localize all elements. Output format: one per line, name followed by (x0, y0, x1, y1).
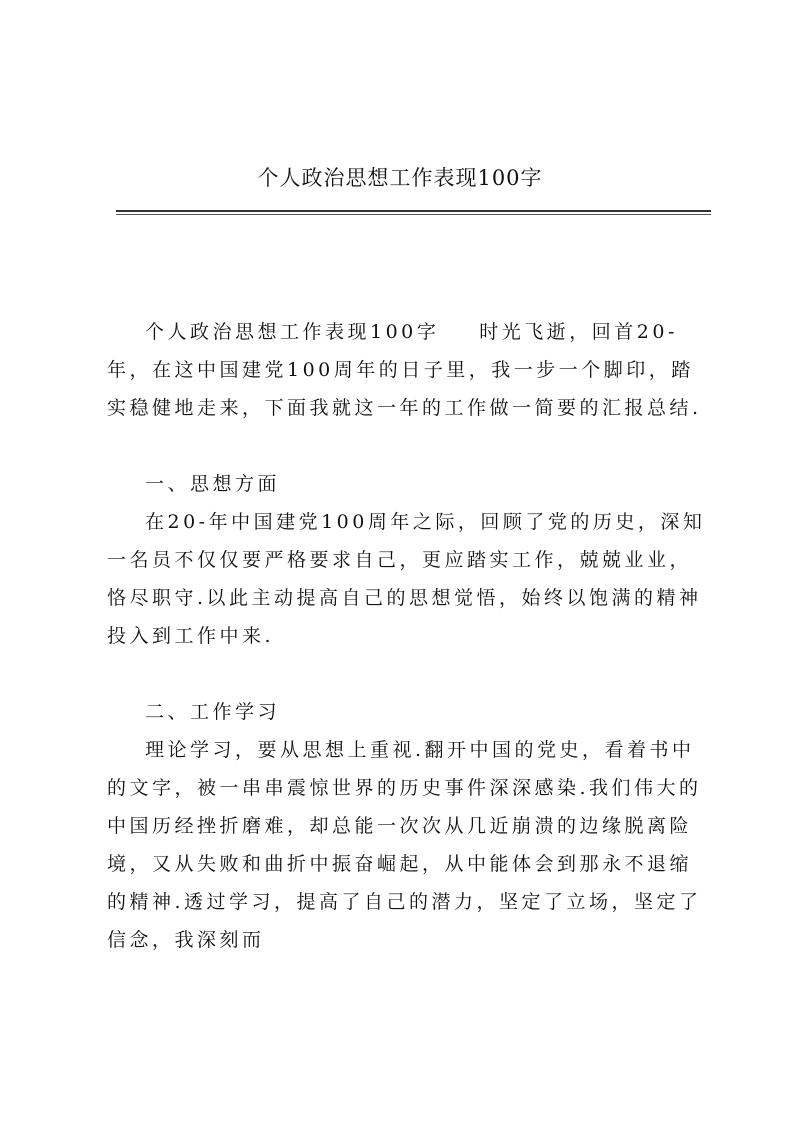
section-heading-work-study: 二、工作学习 (145, 701, 281, 723)
title-rule-bottom (116, 214, 711, 215)
intro-text: 时光飞逝，回首20-年，在这中国建党100周年的日子里，我一步一个脚印，踏实稳健地走来，下面我就这一年的工作做一简要的汇报总结. (107, 321, 702, 419)
intro-paragraph (107, 313, 713, 427)
section-heading-thought: 一、思想方面 (145, 473, 281, 495)
title-rule-top (116, 210, 711, 212)
intro-lead: 个人政治思想工作表现100字 (145, 321, 440, 343)
document-body (107, 313, 713, 959)
section-paragraph-thought: 在20-年中国建党100周年之际，回顾了党的历史，深知一名员不仅仅要严格要求自己，更应踏实工作，兢兢业业，恪尽职守.以此主动提高自己的思想觉悟，始终以饱满的精神投入到工作中来. (107, 511, 706, 647)
document-title: 个人政治思想工作表现100字 (257, 166, 543, 190)
section-paragraph-work-study: 理论学习，要从思想上重视.翻开中国的党史，看着书中的文字，被一串串震惊世界的历史事件深深感染.我们伟大的中国历经挫折磨难，却总能一次次从几近崩溃的边缘脱离险境，又从失败和曲折中振奋崛起，从中能体会到那永不退缩的精神.透过学习，提高了自己的潜力，坚定了立场，坚定了信念，我深刻而 (107, 739, 702, 951)
